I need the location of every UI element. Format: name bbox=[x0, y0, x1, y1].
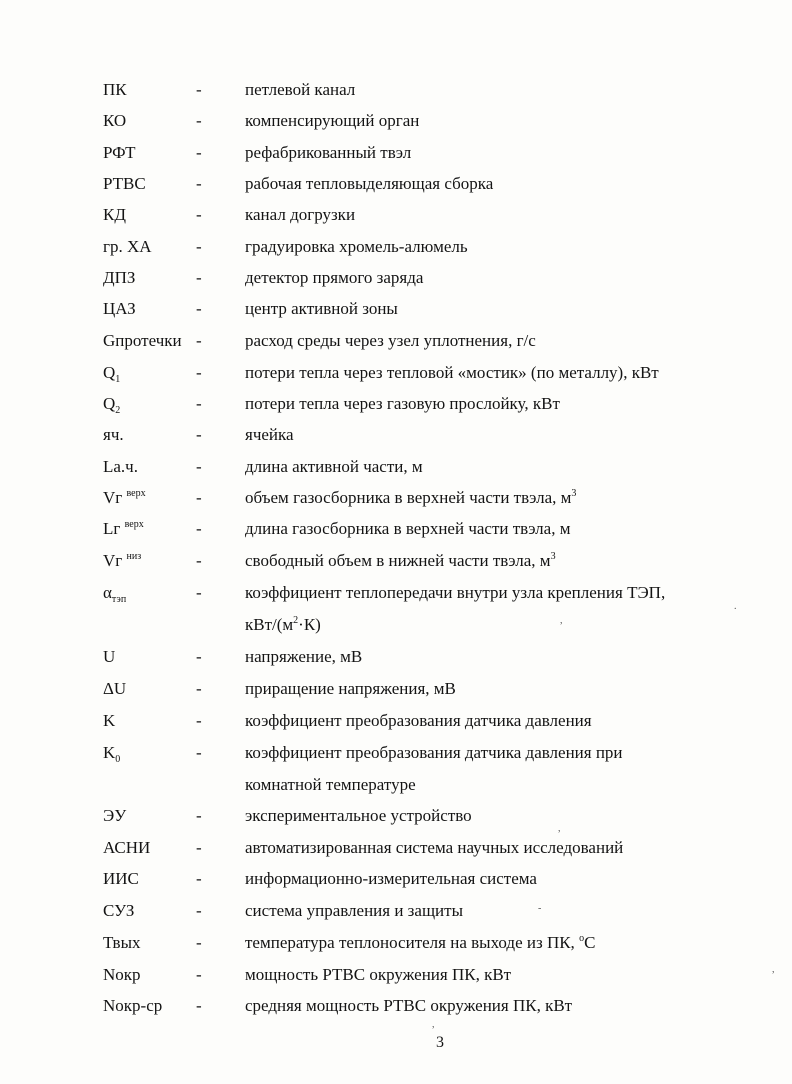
definition: экспериментальное устройство bbox=[245, 806, 472, 825]
abbreviation bbox=[103, 488, 146, 508]
abbreviation-symbol: α bbox=[103, 583, 112, 602]
separator-dash: - bbox=[196, 205, 202, 224]
separator-dash: - bbox=[196, 488, 202, 507]
definition: центр активной зоны bbox=[245, 299, 398, 318]
abbreviation-symbol: Vг bbox=[103, 551, 123, 570]
abbreviation-superscript: верх bbox=[126, 488, 146, 499]
scan-speck: - bbox=[538, 903, 542, 914]
abbreviation: СУЗ bbox=[103, 901, 135, 920]
abbreviation: КО bbox=[103, 111, 127, 130]
definition: компенсирующий орган bbox=[245, 111, 420, 130]
separator-dash: - bbox=[196, 838, 202, 857]
abbreviation: ΔU bbox=[103, 679, 127, 698]
abbreviation: K bbox=[103, 711, 116, 730]
definition: коэффициент преобразования датчика давления при bbox=[245, 743, 623, 762]
separator-dash: - bbox=[196, 551, 202, 570]
definition-continuation bbox=[245, 615, 321, 635]
separator-dash: - bbox=[196, 237, 202, 256]
definition: длина газосборника в верхней части твэла, м bbox=[245, 519, 571, 538]
definition-text: объем газосборника в верхней части твэла, м bbox=[245, 488, 572, 507]
definition-superscript: о bbox=[579, 933, 585, 944]
separator-dash: - bbox=[196, 711, 202, 730]
abbreviation: ПК bbox=[103, 80, 127, 99]
abbreviation: Nокр-ср bbox=[103, 996, 163, 1015]
abbreviation-subscript: тэп bbox=[111, 594, 127, 605]
separator-dash: - bbox=[196, 111, 202, 130]
separator-dash: - bbox=[196, 331, 202, 350]
abbreviation-superscript: верх bbox=[124, 519, 144, 530]
definition: градуировка хромель-алюмель bbox=[245, 237, 468, 256]
abbreviation-subscript: 2 bbox=[115, 405, 121, 416]
abbreviation: АСНИ bbox=[103, 838, 151, 857]
definition: коэффициент преобразования датчика давления bbox=[245, 711, 592, 730]
definition: напряжение, мВ bbox=[245, 647, 363, 666]
separator-dash: - bbox=[196, 965, 202, 984]
separator-dash: - bbox=[196, 80, 202, 99]
definition-text: С bbox=[584, 933, 596, 952]
abbreviation-symbol: Vг bbox=[103, 488, 123, 507]
abbreviation: Gпротечки bbox=[103, 331, 182, 350]
definition: ячейка bbox=[245, 425, 294, 444]
abbreviation bbox=[103, 519, 144, 539]
abbreviation-subscript: 1 bbox=[115, 374, 121, 385]
abbreviation: РФТ bbox=[103, 143, 136, 162]
abbreviation: ЦАЗ bbox=[103, 299, 136, 318]
definition bbox=[245, 488, 576, 508]
abbreviation-superscript: низ bbox=[126, 551, 142, 562]
separator-dash: - bbox=[196, 174, 202, 193]
definition-superscript: 2 bbox=[293, 615, 299, 626]
definition-text: кВт/(м bbox=[245, 615, 294, 634]
separator-dash: - bbox=[196, 583, 202, 602]
definition: коэффициент теплопередачи внутри узла крепления ТЭП, bbox=[245, 583, 666, 602]
separator-dash: - bbox=[196, 394, 202, 413]
separator-dash: - bbox=[196, 519, 202, 538]
abbreviation bbox=[103, 583, 126, 603]
abbreviation: La.ч. bbox=[103, 457, 138, 476]
separator-dash: - bbox=[196, 647, 202, 666]
definition-superscript: 3 bbox=[550, 551, 556, 562]
definition: детектор прямого заряда bbox=[245, 268, 424, 287]
abbreviation: ИИС bbox=[103, 869, 139, 888]
definition: расход среды через узел уплотнения, г/с bbox=[245, 331, 536, 350]
definition: система управления и защиты bbox=[245, 901, 463, 920]
definition bbox=[245, 551, 556, 571]
abbreviation: ЭУ bbox=[103, 806, 127, 825]
abbreviation: РТВС bbox=[103, 174, 146, 193]
definition: приращение напряжения, мВ bbox=[245, 679, 456, 698]
scan-speck: . bbox=[734, 601, 737, 612]
scan-speck: , bbox=[558, 823, 561, 834]
abbreviation-symbol: Q bbox=[103, 394, 116, 413]
definition: петлевой канал bbox=[245, 80, 356, 99]
abbreviation-symbol: K bbox=[103, 743, 116, 762]
scan-speck: , bbox=[772, 964, 775, 975]
separator-dash: - bbox=[196, 363, 202, 382]
separator-dash: - bbox=[196, 743, 202, 762]
abbreviation: гр. ХА bbox=[103, 237, 152, 256]
definition: потери тепла через тепловой «мостик» (по металлу), кВт bbox=[245, 363, 659, 382]
scan-speck: , bbox=[432, 1019, 435, 1030]
abbreviation: Nокр bbox=[103, 965, 141, 984]
separator-dash: - bbox=[196, 457, 202, 476]
definition-superscript: 3 bbox=[571, 488, 577, 499]
definition: потери тепла через газовую прослойку, кВт bbox=[245, 394, 560, 413]
page-number: 3 bbox=[436, 1034, 444, 1051]
separator-dash: - bbox=[196, 869, 202, 888]
separator-dash: - bbox=[196, 425, 202, 444]
definition-continuation: комнатной температуре bbox=[245, 775, 416, 794]
abbreviation bbox=[103, 743, 120, 763]
separator-dash: - bbox=[196, 996, 202, 1015]
definition: автоматизированная система научных исследований bbox=[245, 838, 624, 857]
definition: средняя мощность РТВС окружения ПК, кВт bbox=[245, 996, 573, 1015]
abbreviation bbox=[103, 363, 120, 383]
separator-dash: - bbox=[196, 806, 202, 825]
definition: канал догрузки bbox=[245, 205, 356, 224]
abbreviation-subscript: 0 bbox=[115, 754, 121, 765]
separator-dash: - bbox=[196, 268, 202, 287]
separator-dash: - bbox=[196, 299, 202, 318]
definition bbox=[245, 933, 595, 953]
separator-dash: - bbox=[196, 933, 202, 952]
definition-text: ·К) bbox=[298, 615, 321, 634]
separator-dash: - bbox=[196, 679, 202, 698]
definition-text: температура теплоносителя на выходе из ПК, bbox=[245, 933, 580, 952]
definition: мощность РТВС окружения ПК, кВт bbox=[245, 965, 512, 984]
abbreviation: КД bbox=[103, 205, 126, 224]
definition: рабочая тепловыделяющая сборка bbox=[245, 174, 494, 193]
separator-dash: - bbox=[196, 901, 202, 920]
definition: длина активной части, м bbox=[245, 457, 423, 476]
abbreviation: Твых bbox=[103, 933, 141, 952]
scan-speck: , bbox=[560, 615, 563, 626]
abbreviation bbox=[103, 551, 141, 571]
definition-text: свободный объем в нижней части твэла, м bbox=[245, 551, 551, 570]
abbreviation: ДПЗ bbox=[103, 268, 136, 287]
separator-dash: - bbox=[196, 143, 202, 162]
abbreviation bbox=[103, 394, 120, 414]
abbreviation: U bbox=[103, 647, 116, 666]
definition: информационно-измерительная система bbox=[245, 869, 537, 888]
abbreviation: яч. bbox=[103, 425, 124, 444]
definition: рефабрикованный твэл bbox=[245, 143, 412, 162]
abbreviation-symbol: Q bbox=[103, 363, 116, 382]
abbreviation-symbol: Lг bbox=[103, 519, 121, 538]
